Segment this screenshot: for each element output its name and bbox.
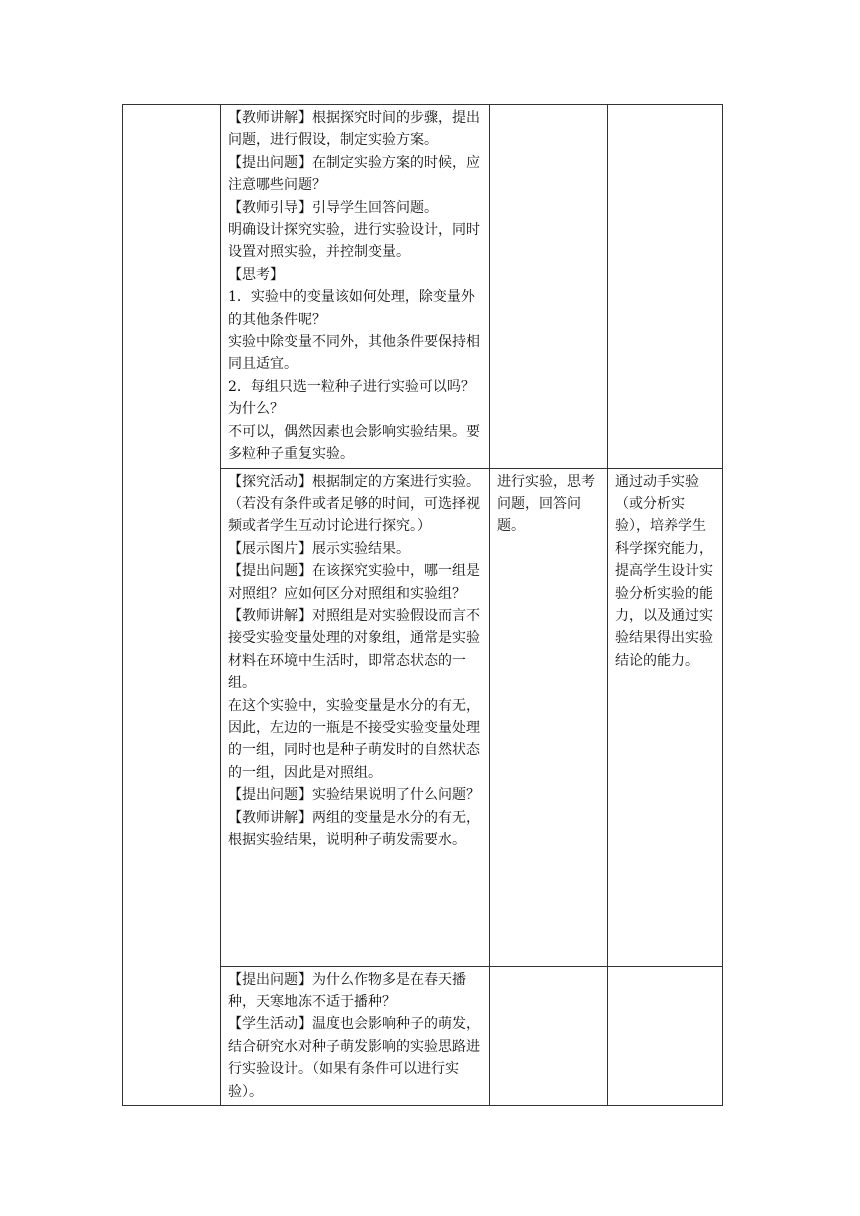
lesson-plan-table <box>122 104 723 1106</box>
paragraph: 不可以，偶然因素也会影响实验结果。要多粒种子重复实验。 <box>228 423 480 463</box>
paragraph: 1．实验中的变量该如何处理，除变量外的其他条件呢？ <box>228 289 475 328</box>
design-intent-cell <box>608 966 723 1105</box>
paragraph: 【提出问题】为什么作物多是在春天播种，天寒地冻不适于播种？ <box>228 971 466 1010</box>
paragraph: 【教师讲解】对照组是对实验假设而言不接受实验变量处理的对象组，通常是实验材料在环境中生活时，即常态状态的一组。 <box>228 607 480 692</box>
paragraph: 明确设计探究实验，进行实验设计，同时设置对照实验，并控制变量。 <box>228 222 480 261</box>
paragraph: 【教师引导】引导学生回答问题。 <box>228 199 438 216</box>
design-intent-cell <box>608 105 723 469</box>
paragraph: 【探究活动】根据制定的方案进行实验。（若没有条件或者足够的时间，可选择视频或者学生互动讨论进行探究。） <box>228 473 480 535</box>
student-activity-cell: 进行实验，思考问题，回答问题。 <box>490 468 608 966</box>
paragraph: 实验中除变量不同外，其他条件要保持相同且适宜。 <box>228 334 480 373</box>
activity-cell <box>221 105 490 469</box>
paragraph: 【教师讲解】两组的变量是水分的有无，根据实验结果，说明种子萌发需要水。 <box>228 809 480 848</box>
paragraph: 【提出问题】在该探究实验中，哪一组是对照组？应如何区分对照组和实验组？ <box>228 563 480 602</box>
paragraph: 【教师讲解】根据探究时间的步骤，提出问题，进行假设，制定实验方案。 <box>228 110 480 149</box>
paragraph: 2．每组只选一粒种子进行实验可以吗？为什么？ <box>228 378 475 418</box>
paragraph: 【学生活动】温度也会影响种子的萌发，结合研究水对种子萌发影响的实验思路进行实验设计。（如果有条件可以进行实验）。 <box>228 1016 480 1100</box>
paragraph: 【展示图片】展示实验结果。 <box>228 540 410 557</box>
stage-cell <box>123 105 221 1106</box>
activity-cell <box>221 468 490 966</box>
activity-cell <box>221 966 490 1105</box>
paragraph: 在这个实验中，实验变量是水分的有无，因此，左边的一瓶是不接受实验变量处理的一组，同时也是种子萌发时的自然状态的一组，因此是对照组。 <box>228 697 480 781</box>
student-activity-cell <box>490 105 608 469</box>
student-activity-cell <box>490 966 608 1105</box>
paragraph: 【提出问题】在制定实验方案的时候，应注意哪些问题？ <box>228 154 480 194</box>
paragraph: 【思考】 <box>228 266 284 283</box>
table-row <box>123 105 723 469</box>
design-intent-cell: 通过动手实验（或分析实验），培养学生科学探究能力，提高学生设计实验分析实验的能力，以及通过实验结果得出实验结论的能力。 <box>608 468 723 966</box>
paragraph: 【提出问题】实验结果说明了什么问题？ <box>228 787 480 804</box>
